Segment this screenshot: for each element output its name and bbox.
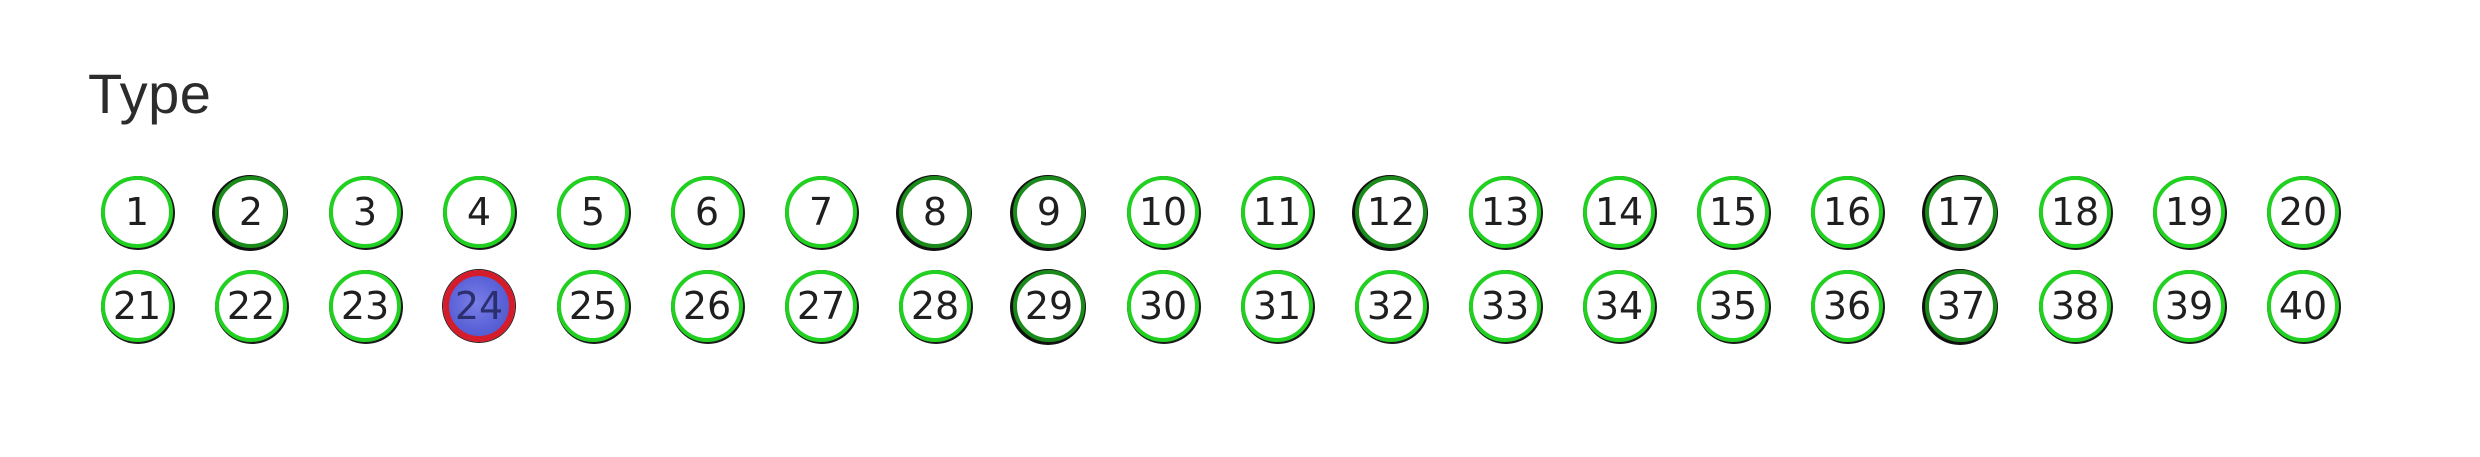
bubble-5[interactable]: 5: [557, 176, 629, 248]
bubble-10[interactable]: 10: [1127, 176, 1199, 248]
bubble-39[interactable]: 39: [2153, 270, 2225, 342]
bubble-40[interactable]: 40: [2267, 270, 2339, 342]
bubble-32[interactable]: 32: [1355, 270, 1427, 342]
bubble-36[interactable]: 36: [1811, 270, 1883, 342]
bubble-14[interactable]: 14: [1583, 176, 1655, 248]
bubble-37[interactable]: 37: [1925, 270, 1997, 342]
section-title: Type: [88, 62, 212, 125]
bubble-22[interactable]: 22: [215, 270, 287, 342]
bubble-38[interactable]: 38: [2039, 270, 2111, 342]
bubble-29[interactable]: 29: [1013, 270, 1085, 342]
bubble-16[interactable]: 16: [1811, 176, 1883, 248]
bubble-25[interactable]: 25: [557, 270, 629, 342]
bubble-34[interactable]: 34: [1583, 270, 1655, 342]
bubble-27[interactable]: 27: [785, 270, 857, 342]
bubble-3[interactable]: 3: [329, 176, 401, 248]
bubble-15[interactable]: 15: [1697, 176, 1769, 248]
bubble-grid: [80, 165, 2380, 353]
bubble-20[interactable]: 20: [2267, 176, 2339, 248]
bubble-35[interactable]: 35: [1697, 270, 1769, 342]
bubble-23[interactable]: 23: [329, 270, 401, 342]
bubble-21[interactable]: 21: [101, 270, 173, 342]
bubble-18[interactable]: 18: [2039, 176, 2111, 248]
bubble-8[interactable]: 8: [899, 176, 971, 248]
bubble-2[interactable]: 2: [215, 176, 287, 248]
bubble-13[interactable]: 13: [1469, 176, 1541, 248]
bubble-28[interactable]: 28: [899, 270, 971, 342]
bubble-24[interactable]: 24: [443, 270, 515, 342]
bubble-26[interactable]: 26: [671, 270, 743, 342]
bubble-33[interactable]: 33: [1469, 270, 1541, 342]
bubble-12[interactable]: 12: [1355, 176, 1427, 248]
bubble-9[interactable]: 9: [1013, 176, 1085, 248]
bubble-7[interactable]: 7: [785, 176, 857, 248]
bubble-19[interactable]: 19: [2153, 176, 2225, 248]
bubble-4[interactable]: 4: [443, 176, 515, 248]
bubble-1[interactable]: 1: [101, 176, 173, 248]
bubble-17[interactable]: 17: [1925, 176, 1997, 248]
bubble-31[interactable]: 31: [1241, 270, 1313, 342]
bubble-30[interactable]: 30: [1127, 270, 1199, 342]
bubble-11[interactable]: 11: [1241, 176, 1313, 248]
bubble-6[interactable]: 6: [671, 176, 743, 248]
